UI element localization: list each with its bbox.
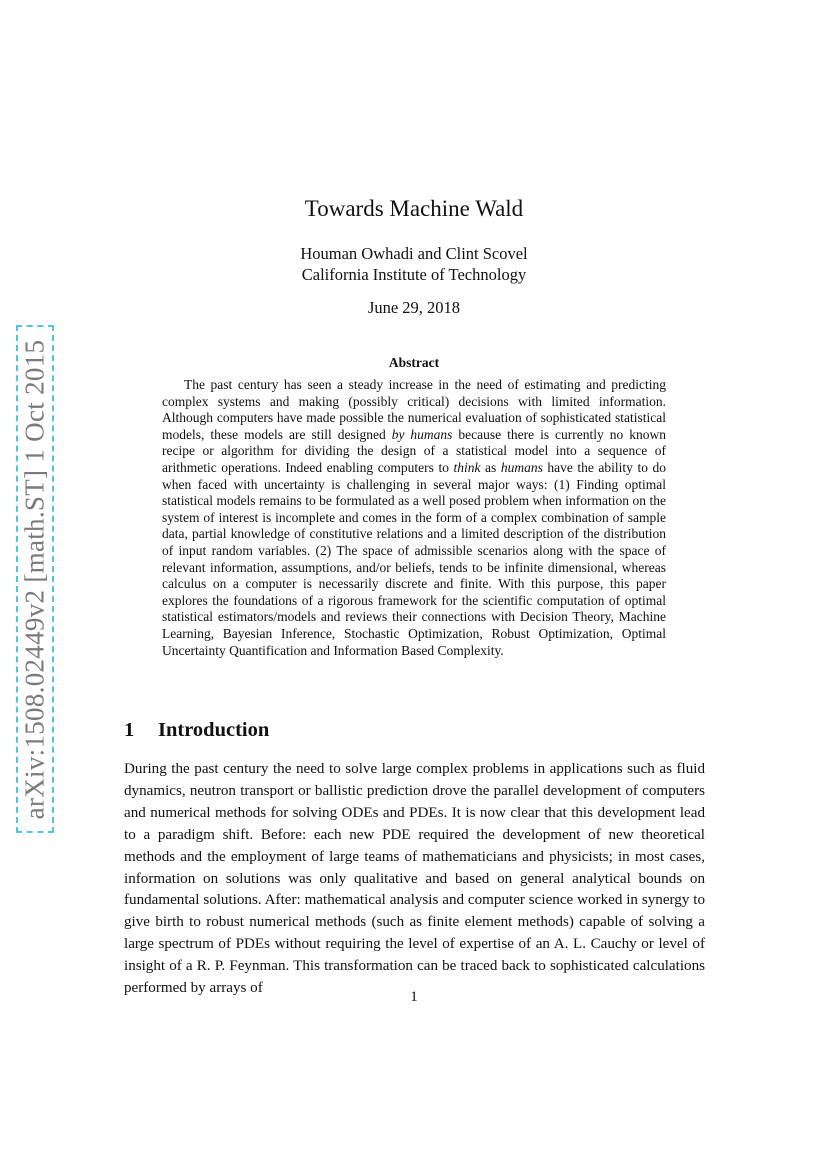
- abstract-emphasis: humans: [500, 459, 543, 475]
- paper-authors: Houman Owhadi and Clint Scovel: [300, 244, 528, 263]
- abstract-heading: Abstract: [388, 355, 440, 370]
- section-heading: [124, 719, 269, 742]
- arxiv-stamp-text: arXiv:1508.02449v2 [math.ST] 1 Oct 2015: [19, 339, 50, 819]
- arxiv-stamp: [16, 325, 54, 833]
- abstract-text: as: [480, 459, 501, 475]
- section-number: 1: [124, 719, 135, 741]
- section-body: [124, 759, 705, 1000]
- paper-affiliation: California Institute of Technology: [301, 265, 527, 284]
- abstract-paragraph: [162, 377, 666, 659]
- paper-date: June 29, 2018: [367, 298, 461, 317]
- body-paragraph: During the past century the need to solve large complex problems in applications such as fluid dynamics, neutron transport or ballistic prediction drove the parallel development of computers and numerical methods for solving ODEs and PDEs. It is now clear that this development lead to a paradigm shift. Before: each new PDE required the development of new theoretical methods and the employment of large teams of mathematicians and physicists; in most cases, information on solutions was only qualitative and based on general analytical bounds on fundamental solutions. After: mathematical analysis and computer science worked in synergy to give birth to robust numerical methods (such as finite element methods) capable of solving a large spectrum of PDEs without requiring the level of expertise of an A. L. Cauchy or level of insight of a R. P. Feynman. This transformation can be traced back to sophisticated calculations performed by arrays of: [124, 761, 705, 997]
- abstract-body: [162, 377, 666, 659]
- abstract-text: have the ability to do when faced with uncertainty is challenging in several major ways: (1) Finding optimal statistical models remains to be formulated as a well posed problem when information on the system of interest is incomplete and comes in the form of a complex combination of sample data, partial knowledge of constitutive relations and a limited description of the distribution of input random variables. (2) The space of admissible scenarios along with the space of relevant information, assumptions, and/or beliefs, tends to be infinite dimensional, whereas calculus on a computer is necessarily discrete and finite. With this purpose, this paper explores the foundations of a rigorous framework for the scientific computation of optimal statistical estimators/models and reviews their connections with Decision Theory, Machine Learning, Bayesian Inference, Stochastic Optimization, Robust Optimization, Optimal Uncertainty Quantification and Information Based Complexity.: [162, 459, 666, 658]
- page-number: 1: [410, 989, 418, 1005]
- abstract-emphasis: by humans: [391, 426, 453, 442]
- abstract-emphasis: think: [453, 459, 481, 475]
- section-title: Introduction: [158, 719, 270, 741]
- abstract-text: because there is currently no known recipe or algorithm for dividing the design of a statistical model into a sequence of arithmetic operations. Indeed enabling computers to: [162, 426, 666, 475]
- paper-title: Towards Machine Wald: [304, 196, 524, 221]
- abstract-text: The past century has seen a steady increase in the need of estimating and predicting complex systems and making (possibly critical) decisions with limited information. Although computers have made possible the numerical evaluation of sophisticated statistical models, these models are still designed: [162, 377, 666, 442]
